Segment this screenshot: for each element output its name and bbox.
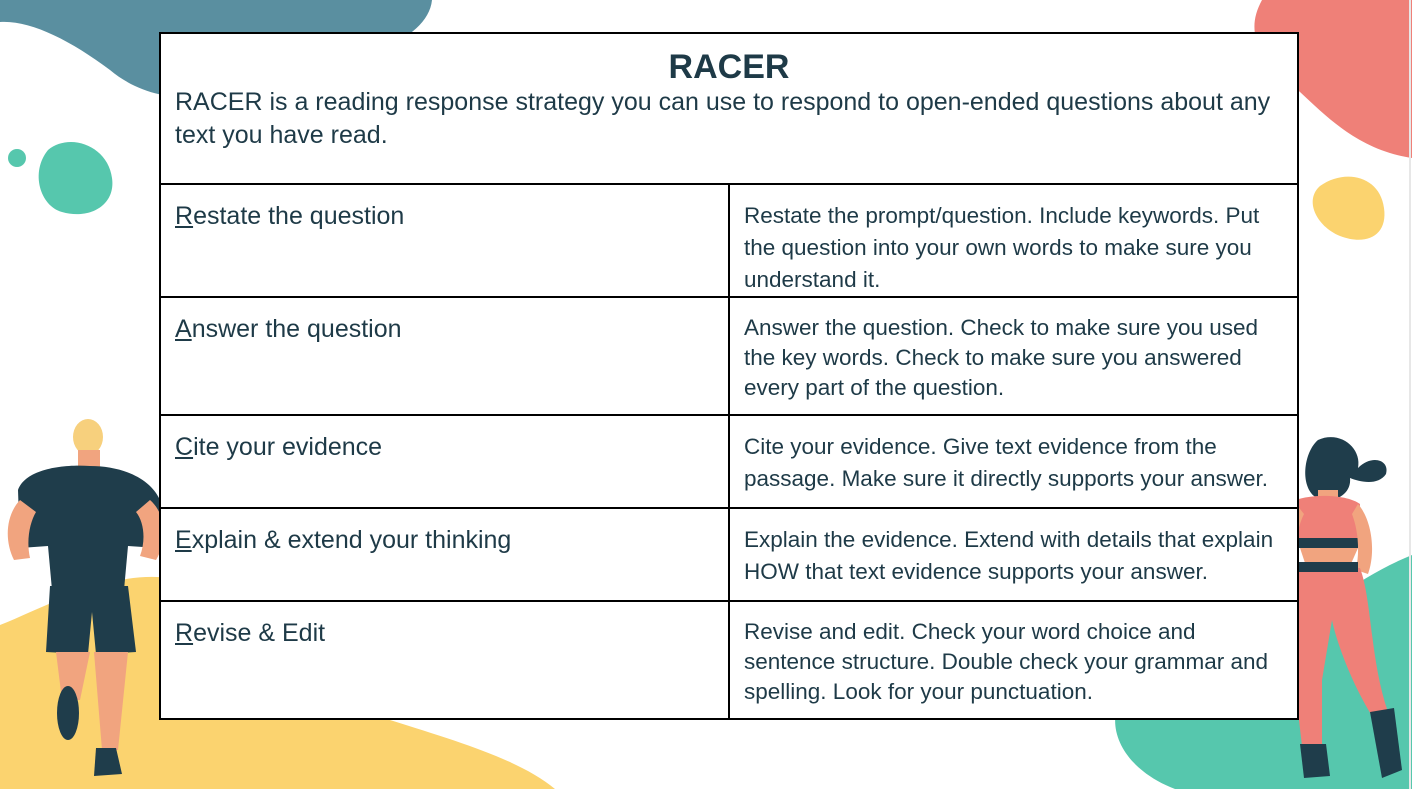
yellow-blob-right (1313, 177, 1385, 240)
step-letter: R (175, 619, 194, 647)
step-name (160, 508, 729, 601)
mint-blob-left (39, 142, 113, 214)
header-cell (160, 33, 1298, 184)
table-row (160, 508, 1298, 601)
step-letter: A (175, 315, 192, 343)
small-mint-dot (8, 149, 26, 167)
step-description: Cite your evidence. Give text evidence from the passage. Make sure it directly supports your answer. (729, 415, 1298, 508)
step-description: Explain the evidence. Extend with details that explain HOW that text evidence supports your answer. (729, 508, 1298, 601)
step-name (160, 184, 729, 297)
step-description: Restate the prompt/question. Include keywords. Put the question into your own words to make sure you understand it. (729, 184, 1298, 297)
step-name (160, 415, 729, 508)
step-description: Revise and edit. Check your word choice and sentence structure. Double check your grammar and spelling. Look for your punctuation. (729, 601, 1298, 719)
step-letter: R (175, 202, 194, 230)
step-label: nswer the question (191, 315, 402, 343)
step-name (160, 601, 729, 719)
step-description: Answer the question. Check to make sure you used the key words. Check to make sure you answered every part of the question. (729, 297, 1298, 415)
table-row (160, 184, 1298, 297)
intro-text: RACER is a reading response strategy you can use to respond to open-ended questions about any text you have read. (175, 88, 1271, 149)
step-letter: C (175, 433, 194, 461)
racer-table (159, 32, 1299, 720)
table-row (160, 601, 1298, 719)
step-name (160, 297, 729, 415)
step-label: evise & Edit (193, 619, 326, 647)
step-label: ite your evidence (193, 433, 383, 461)
page-title: RACER (668, 48, 790, 86)
step-letter: E (175, 526, 192, 554)
step-label: estate the question (193, 202, 405, 230)
step-label: xplain & extend your thinking (191, 526, 512, 554)
table-row (160, 297, 1298, 415)
table-row (160, 415, 1298, 508)
